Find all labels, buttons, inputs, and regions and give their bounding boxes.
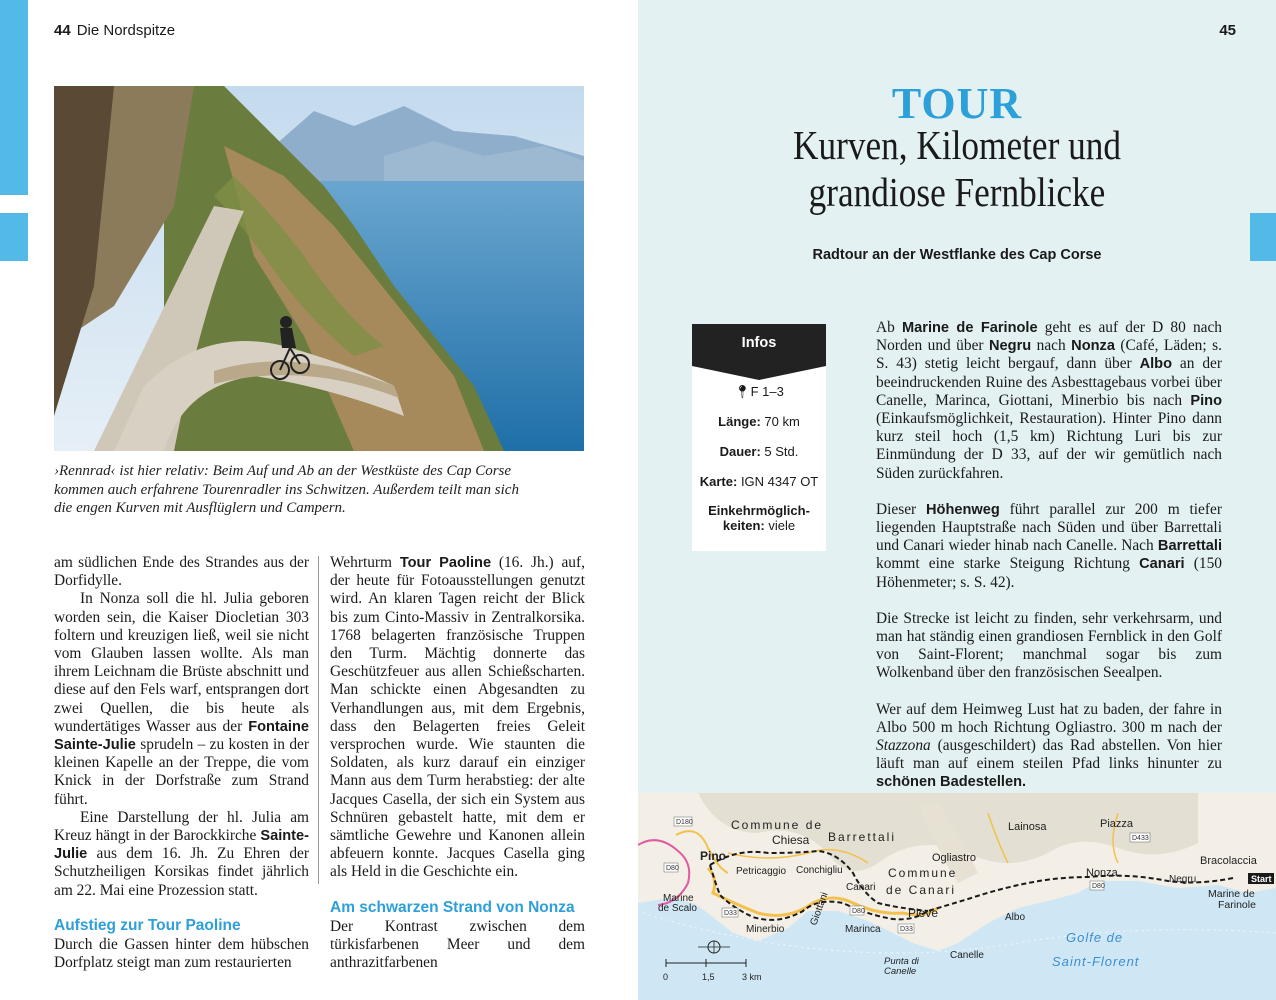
map-label: Piazza: [1100, 818, 1134, 830]
text-column-2: [330, 554, 585, 972]
column-divider: [318, 556, 319, 884]
info-map-ref: 📍︎F 1–3: [734, 384, 784, 399]
map-label: Conchigliu: [796, 865, 843, 876]
info-map: Karte: IGN 4347 OT: [699, 474, 819, 489]
map-label: Marinca: [845, 924, 881, 935]
map-start-marker: Start: [1251, 874, 1272, 884]
map-label: Negru: [1169, 874, 1197, 885]
map-label: de Canari: [886, 883, 957, 897]
road-label: D80: [852, 908, 865, 915]
road-label: D33: [900, 926, 913, 933]
map-label: Pino: [700, 849, 726, 863]
map-label: Farinole: [1218, 899, 1256, 911]
chapter-title: Die Nordspitze: [76, 22, 176, 39]
photo-caption: ›Rennrad‹ ist hier relativ: Beim Auf und Ab an der Westküste des Cap Corse kommen auch erfahrene Tourenradler ins Schwitzen. Außerdem teilt man sich die engen Kurven mit Ausflüglern und Campern.: [54, 463, 519, 516]
tour-label: TOUR: [891, 79, 1023, 128]
thumb-tab: [0, 213, 28, 261]
paragraph: am südlichen Ende des Strandes aus der Dorfidylle.: [54, 554, 309, 590]
tour-title: Kurven, Kilometer und grandiose Fernblicke: [792, 122, 1122, 215]
map-label: Lainosa: [1008, 821, 1047, 833]
map-pin-icon: 📍︎: [734, 384, 751, 399]
map-label: Marine de: [1208, 888, 1255, 900]
info-box: [692, 324, 826, 551]
map-label: Ogliastro: [932, 852, 977, 864]
subheading-tour-paoline: Aufstieg zur Tour Paoline: [54, 916, 241, 934]
map-sea-label: Golfe de: [1066, 930, 1124, 945]
info-stops: Einkehrmöglich- keiten: viele: [708, 503, 810, 533]
map-label: Marine: [663, 893, 694, 904]
paragraph: Eine Darstellung der hl. Julia am Kreuz hängt in der Barockkirche Sainte-Julie aus dem 16. Jh. Zu Ehren der Schutzheiligen Korsikas findet jährlich am 22. Mai eine Prozession statt.: [54, 808, 309, 899]
paragraph: Die Strecke ist leicht zu finden, sehr verkehrsarm, und man hat ständig einen grandiosen Fernblick in den Golf von Saint-Florent; manchmal sogar bis zum Wolkenband über den französischen Seealpen.: [876, 609, 1222, 682]
map-label: Chiesa: [772, 833, 810, 847]
road-label: D433: [1132, 835, 1149, 842]
svg-text:3 km: 3 km: [742, 972, 762, 982]
left-page-number: 44: [54, 22, 71, 39]
map-label: Albo: [1005, 912, 1026, 923]
paragraph: Durch die Gassen hinter dem hübschen Dorfplatz steigt man zum restaurierten: [54, 936, 309, 972]
map-sea-label: Saint-Florent: [1052, 954, 1140, 969]
paragraph: Dieser Höhenweg führt parallel zur 200 m tiefer liegenden Hauptstraße nach Süden und über Barrettali und Canari wieder hinab nach Canelle. Nach Barrettali kommt eine starke Steigung Richtung Canari (150 Höhenmeter; s. S. 42).: [876, 500, 1222, 591]
map-label: Punta di: [884, 956, 919, 967]
map-label: Minerbio: [746, 924, 785, 935]
info-duration: Dauer: 5 Std.: [719, 444, 799, 459]
paragraph: Der Kontrast zwischen dem türkisfarbenen Meer und dem anthrazitfarbenen: [330, 917, 585, 972]
map-label: Commune: [888, 866, 958, 880]
road-label: D80: [1092, 883, 1105, 890]
paragraph: Ab Marine de Farinole geht es auf der D 80 nach Norden und über Negru nach Nonza (Café, Läden; s. S. 43) stetig leicht bergauf, dann über Albo an der beeindruckenden Ruine des Asbesttagebaus vorbei über Canelle, Marinca, Giottani, Minerbio bis nach Pino (Einkaufsmöglichkeit, Restauration). Hinter Pino dann kurz steil hoch (1,5 km) Richtung Luri bis zur Einmündung der D 33, auf der wir gemütlich nach Süden zurückfahren.: [876, 319, 1222, 482]
map-label: Canelle: [950, 950, 984, 961]
map-label: Pieve: [908, 906, 939, 920]
svg-text:1,5: 1,5: [702, 972, 715, 982]
map-label: Petricaggio: [736, 866, 787, 877]
road-label: D180: [676, 819, 693, 826]
info-length: Länge: 70 km: [718, 414, 800, 429]
paragraph: Wehrturm Tour Paoline (16. Jh.) auf, der heute für Fotoausstellungen genutzt wird. An klaren Tagen reicht der Blick bis zum Cinto-Massiv in Zentralkorsika. 1768 belagerten französische Truppen den Turm. Mächtig donnerte das Geschützfeuer aus allen Schießscharten. Man schickte einen Abgesandten zu Verhandlungen aus, mit dem Ergebnis, dass den Belagerten freies Geleit versprochen wurde. Wie staunten die Soldaten, als kurz darauf ein einziger Mann aus dem Turm herabstieg: der alte Jacques Casella, der sich ein System aus Schnüren gebastelt hatte, mit dem er sämtliche Gewehre und Kanonen allein abfeuern konnte. Jacques Casella ging als Held in die Geschichte ein.: [330, 554, 585, 881]
cyclist-coastal-road-photo: [54, 86, 584, 451]
map-label: de Scalo: [658, 903, 697, 914]
paragraph: In Nonza soll die hl. Julia geboren worden sein, die Kaiser Diocletian 303 foltern und kreuzigen ließ, weil sie nicht vom Glauben lassen wollte. Als man ihrem Leichnam die Brüste abschnitt und diese auf den Fels warf, entsprangen dort zwei Quellen, die bis heute als wundertätiges Wasser aus der Fontaine Sainte-Julie sprudeln – zu kosten in der kleinen Kapelle an der Treppe, die vom Knick in der Dorfstraße zum Strand führt.: [54, 590, 309, 808]
svg-text:0: 0: [663, 972, 669, 982]
map-label: Canelle: [884, 966, 917, 977]
tour-subtitle: Radtour an der Westflanke des Cap Corse: [812, 247, 1102, 263]
tour-body-text: [876, 319, 1222, 810]
info-box-heading: Infos: [692, 324, 826, 366]
paragraph: Wer auf dem Heimweg Lust hat zu baden, der fahre in Albo 500 m hoch Richtung Ogliastro. 300 m nach der Stazzona (ausgeschildert) das Rad abstellen. Von hier läuft man auf einem steilen Pfad links hinunter zu schönen Badestellen.: [876, 700, 1222, 791]
tour-route-map: [638, 793, 1276, 1000]
thumb-tab: [0, 0, 28, 195]
map-label: Barrettali: [828, 830, 897, 844]
map-label: Bracolaccia: [1200, 855, 1257, 867]
road-label: D33: [724, 910, 737, 917]
map-label: Nonza: [1086, 867, 1118, 879]
left-running-head: [54, 22, 175, 39]
map-label: Canari: [846, 882, 876, 893]
road-label: D80: [666, 865, 679, 872]
map-label: Giottani: [808, 890, 831, 928]
right-page-number: 45: [1219, 22, 1236, 39]
map-label: Commune de: [731, 818, 824, 832]
text-column-1: [54, 554, 309, 972]
subheading-black-beach: Am schwarzen Strand von Nonza: [330, 898, 575, 916]
